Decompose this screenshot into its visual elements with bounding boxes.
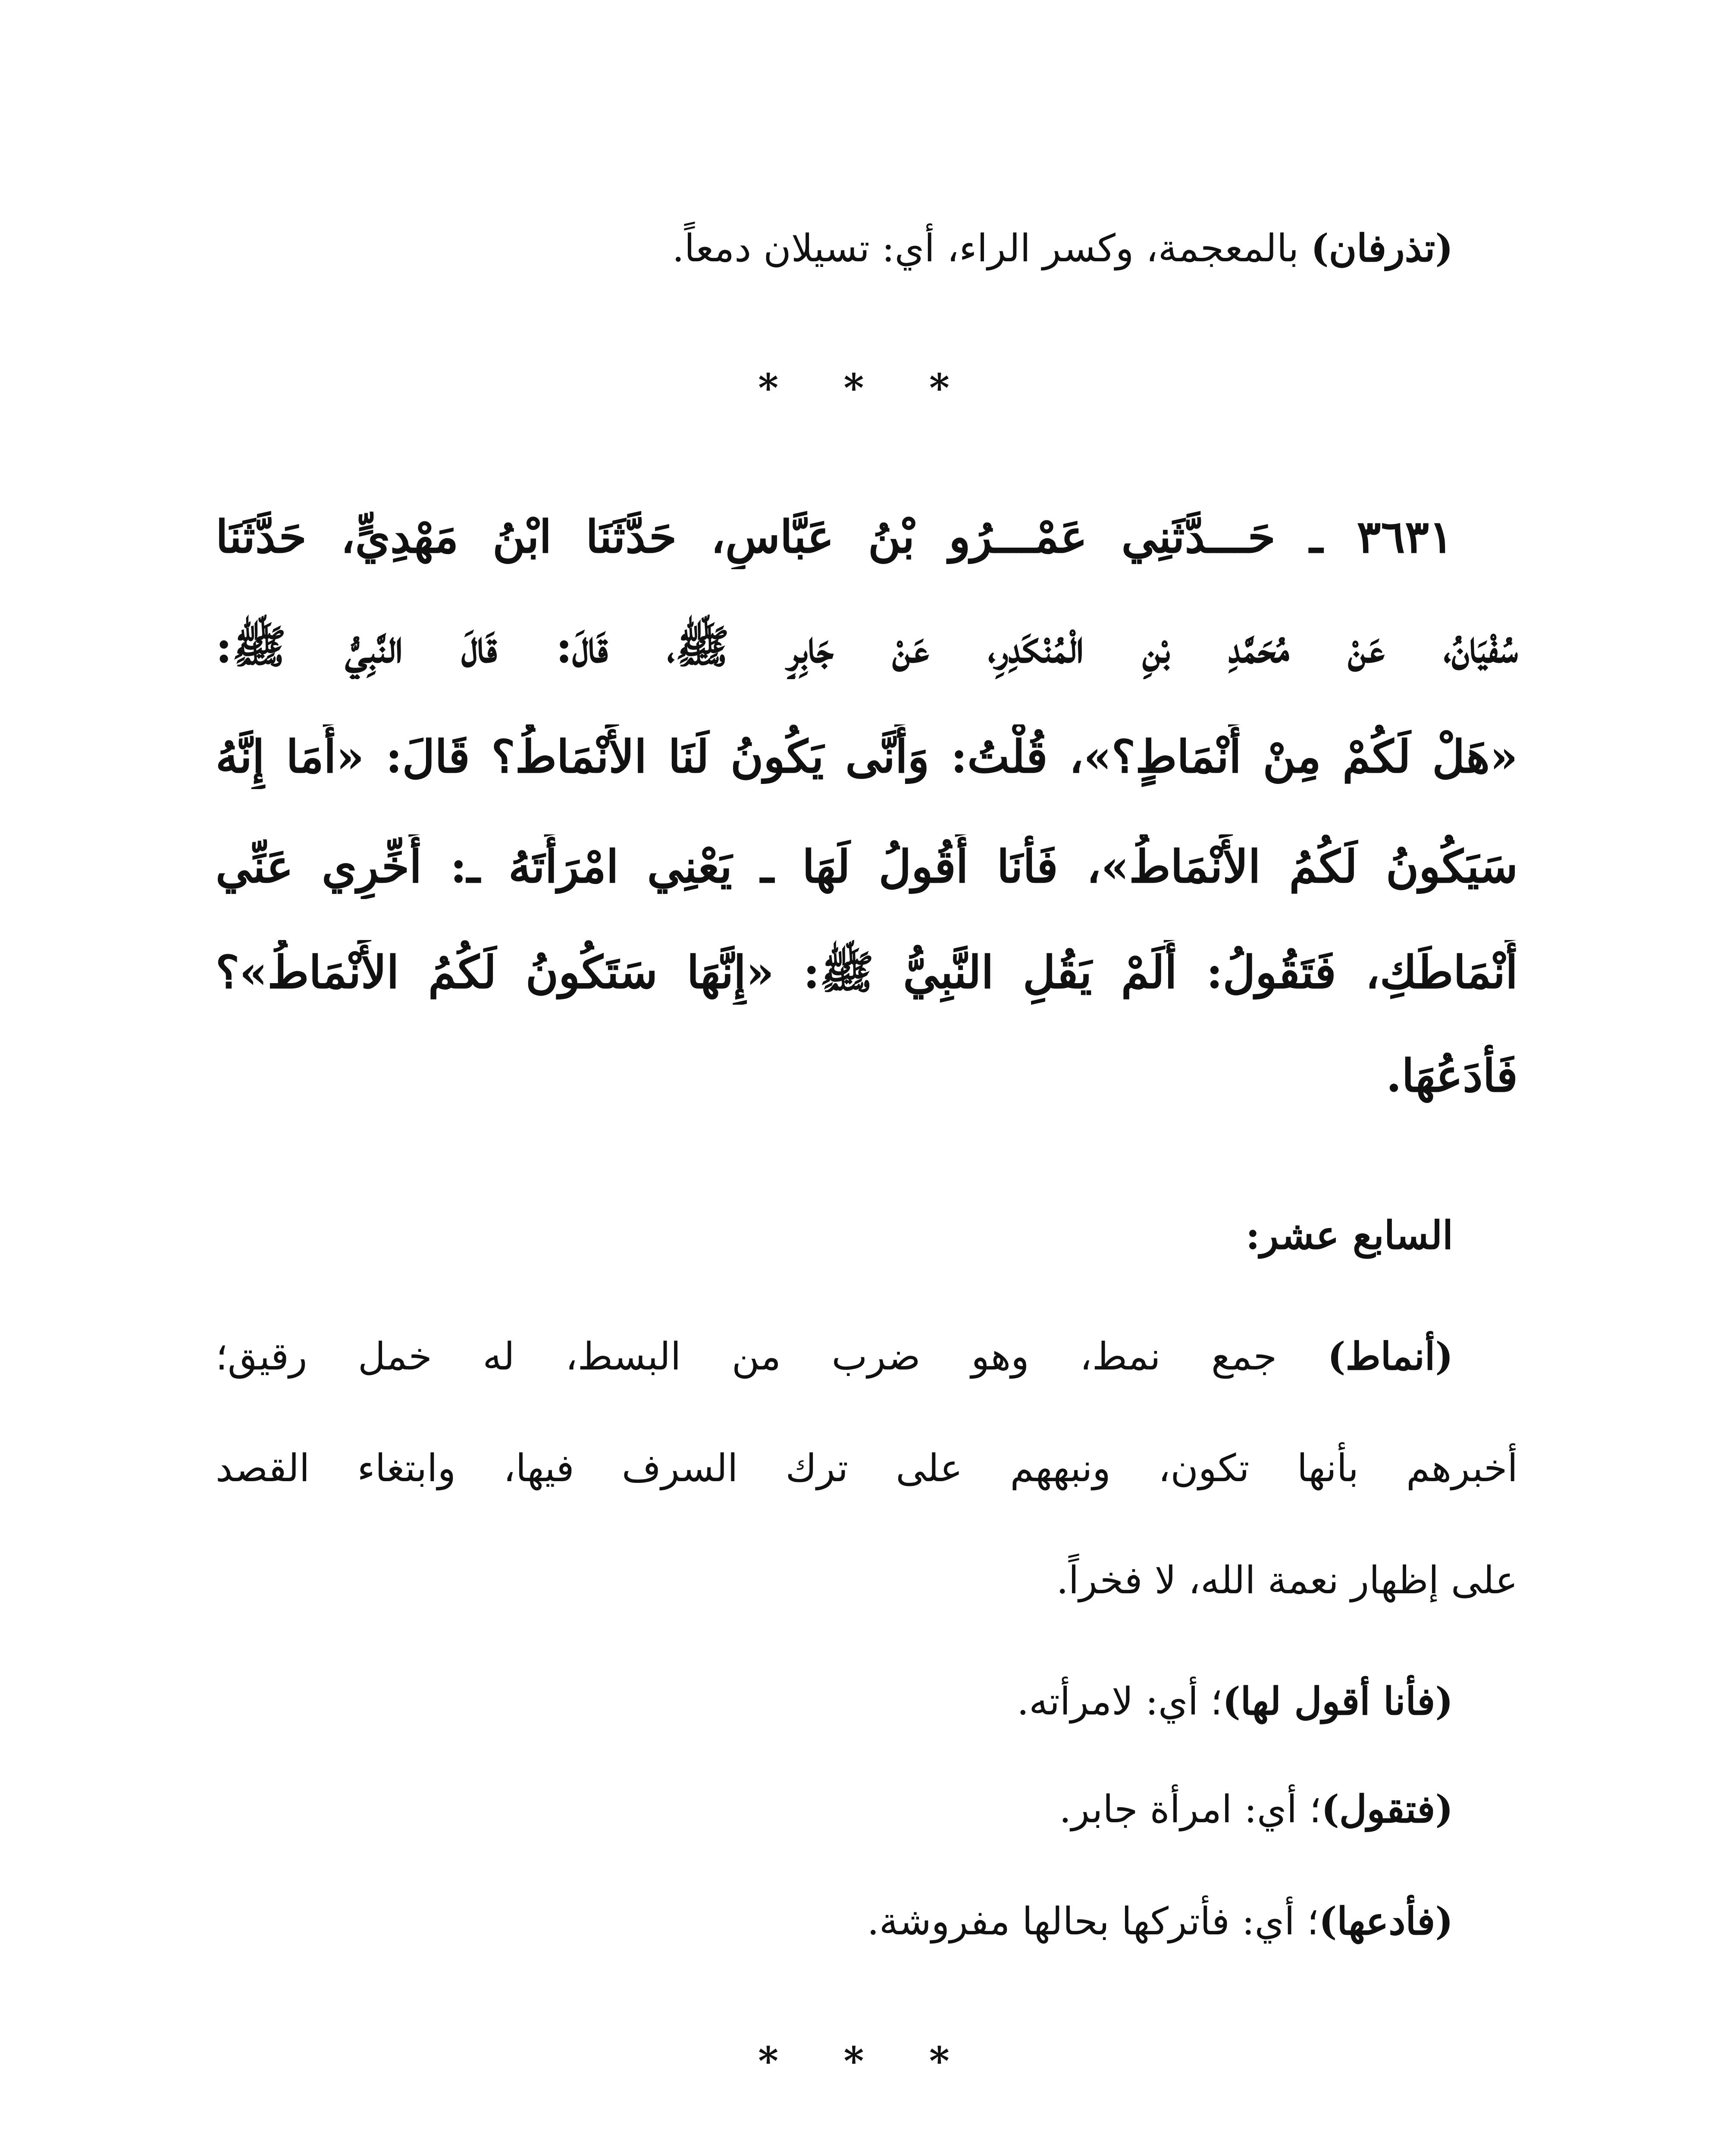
hadith-3631-line-3: «هَلْ لَكُمْ مِنْ أَنْمَاطٍ؟»، قُلْتُ: وَأَنَّى يَكُونُ لَنَا الأَنْمَاطُ؟ قَالَ: «أَمَا إِنَّهُ [216, 730, 1518, 783]
gloss-fa-ana [216, 1673, 1518, 1730]
gloss-fa-adaha-term: (فأدعها) [1319, 1899, 1453, 1943]
hadith-3631-line-1: ٣٦٣١ ـ حَـــدَّثَنِي عَمْـــرُو بْنُ عَبَّاسٍ، حَدَّثَنَا ابْنُ مَهْدِيٍّ، حَدَّثَنَا [216, 510, 1454, 563]
hadith-3631-line-6: فَأَدَعُهَا. [1386, 1049, 1518, 1102]
gloss-fa-ana-term: (فأنا أقول لها) [1222, 1679, 1453, 1724]
gloss-fa-ana-text: ؛ أي: لامرأته. [1017, 1679, 1223, 1724]
commentary-anmat-text-1: جمع نمط، وهو ضرب من البسط، له خمل رقيق؛ [216, 1334, 1328, 1379]
gloss-fa-adaha [216, 1893, 1518, 1949]
top-note-term: (تذرفان) [1311, 226, 1453, 270]
commentary-anmat-line-2: أخبرهم بأنها تكون، ونبههم على ترك السرف فيها، وابتغاء القصد [216, 1446, 1518, 1490]
gloss-fa-taqul [216, 1781, 1518, 1837]
hadith-3631-line-5: أَنْمَاطَكِ، فَتَقُولُ: أَلَمْ يَقُلِ النَّبِيُّ ﷺ: «إِنَّهَا سَتَكُونُ لَكُمُ الأَنْمَاطُ»؟ [216, 946, 1518, 999]
gloss-fa-taqul-term: (فتقول) [1321, 1786, 1453, 1831]
top-note-text: بالمعجمة، وكسر الراء، أي: تسيلان دمعاً. [672, 226, 1311, 270]
separator-stars-1: * * * [758, 365, 975, 411]
top-note [216, 220, 1518, 276]
hadith-3631-line-4: سَيَكُونُ لَكُمُ الأَنْمَاطُ»، فَأَنَا أَقُولُ لَهَا ـ يَعْنِي امْرَأَتَهُ ـ: أَخِّرِي عَنِّي [216, 840, 1518, 893]
gloss-fa-taqul-text: ؛ أي: امرأة جابر. [1059, 1787, 1322, 1831]
hadith-3631-line-2: سُفْيَانُ، عَنْ مُحَمَّدِ بْنِ الْمُنْكَدِرِ، عَنْ جَابِرٍ ﷺ، قَالَ: قَالَ النَّبِيُّ ﷺ: [216, 620, 1518, 673]
commentary-anmat-line-1 [216, 1328, 1518, 1385]
book-page [216, 0, 1518, 2156]
separator-stars-2: * * * [758, 2038, 975, 2084]
commentary-anmat-term: (أنماط) [1327, 1334, 1453, 1379]
section-heading: السابع عشر: [1245, 1213, 1453, 1258]
commentary-anmat-line-3: على إظهار نعمة الله، لا فخراً. [1056, 1558, 1518, 1602]
gloss-fa-adaha-text: ؛ أي: فأتركها بحالها مفروشة. [867, 1899, 1319, 1943]
